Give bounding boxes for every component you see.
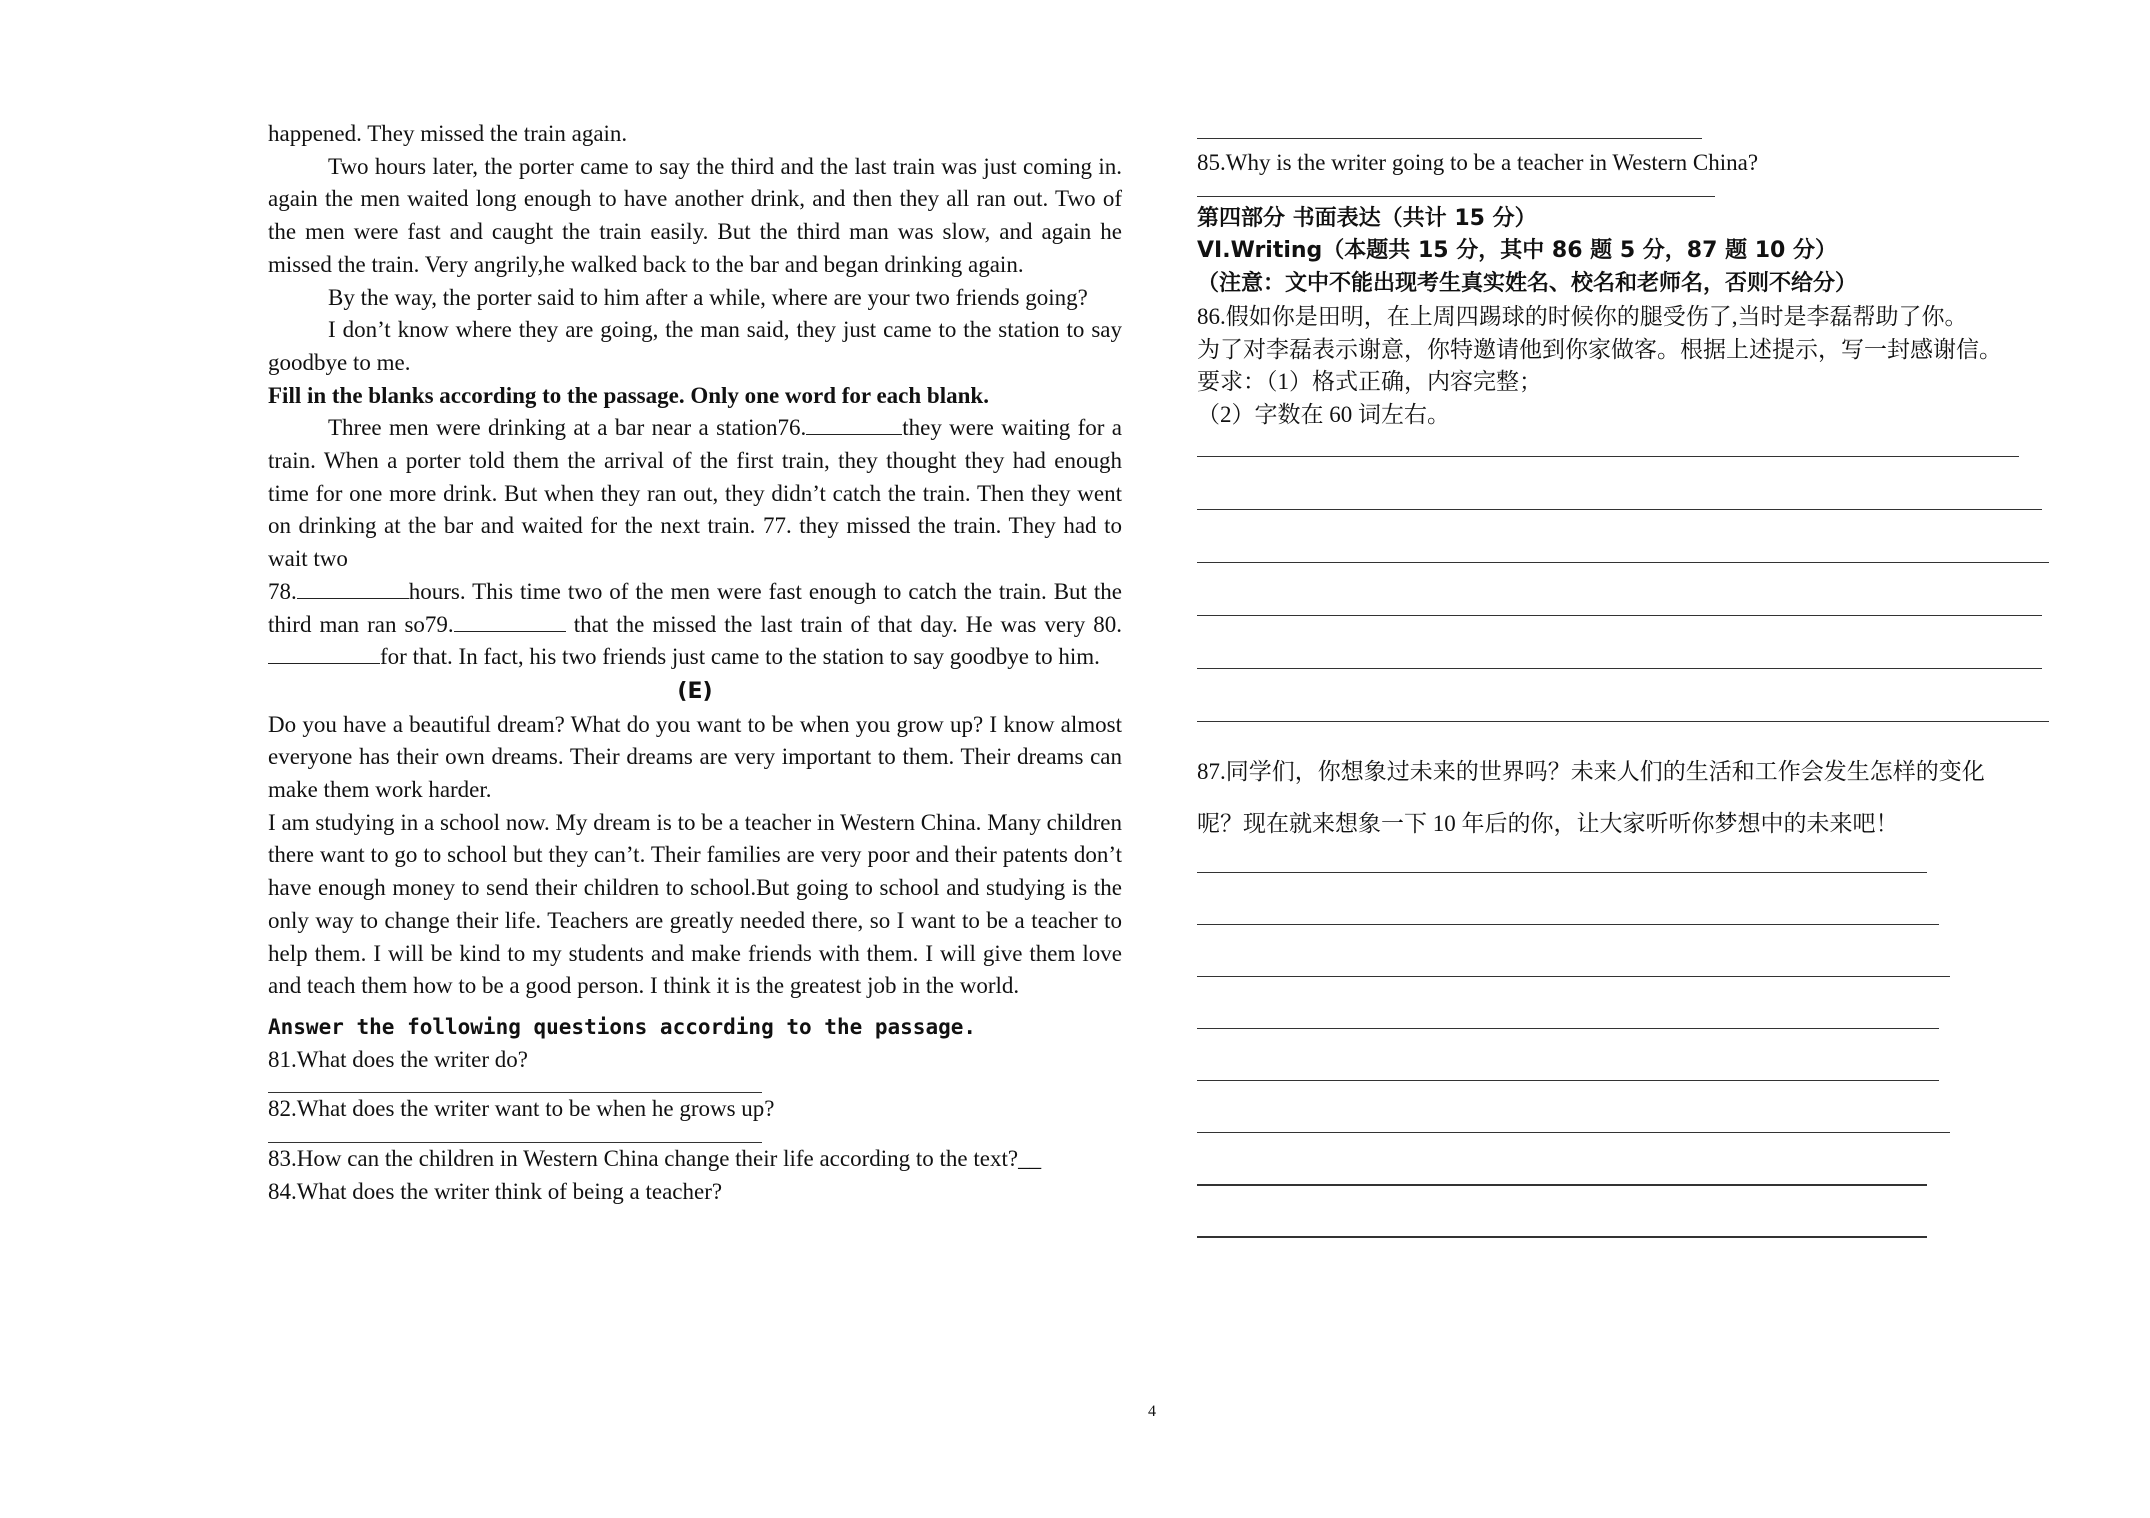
writing-line[interactable] [1197,562,2049,563]
fill-blank-paragraph: Three men were drinking at a bar near a station76. they were waiting for a train. When a porter told them the arrival of the first train, they thought they had enough time for one more drink. But when they ran out, they didn’t catch the train. Then they went on drinking at the bar and waited for the next train. 77. they missed the train. They had to wait two [268,415,1122,572]
passage-paragraph: By the way, the porter said to him after a while, where are your two friends going? [328,284,1088,310]
question-87: 87.同学们，你想象过未来的世界吗？未来人们的生活和工作会发生怎样的变化 [1197,758,1985,784]
right-column [1197,138,2055,1238]
writing-line[interactable] [1197,872,1927,873]
question-87-cont: 呢？现在就来想象一下 10 年后的你，让大家听听你梦想中的未来吧！ [1197,810,1899,836]
page-number: 4 [1148,1403,1156,1420]
blank-76[interactable] [806,416,902,435]
question-86: 86.假如你是田明，在上周四踢球的时候你的腿受伤了,当时是李磊帮助了你。 [1197,303,1968,329]
fill-blank-heading: Fill in the blanks according to the passage. Only one word for each blank. [268,382,989,408]
writing-section-title: VI.Writing（本题共 15 分，其中 86 题 5 分，87 题 10 分） [1197,238,1838,264]
section-e-title: (E) [677,678,713,704]
left-column [268,118,1122,1209]
writing-line[interactable] [1197,1028,1939,1029]
writing-line[interactable] [1197,456,2019,457]
passage-paragraph: Two hours later, the porter came to say the third and the last train was just coming in. again the men waited long enough to have another drink, and then they all ran out. Two of the men were fast and caught the train easily. But the third man was slow, and again he missed the train. Very angrily,he walked back to the bar and began drinking again. [268,153,1122,277]
passage-e-paragraph: I am studying in a school now. My dream is to be a teacher in Western China. Many children there want to go to school but they can’t. Their families are very poor and their patents don’t have enough money to send their children to school.But going to school and studying is the only way to change their life. Teachers are greatly needed there, so I want to be a teacher to help them. I will be kind to my students and make friends with them. I will give them love and teach them how to be a good person. I think it is the greatest job in the world. [268,809,1122,999]
part-four-title: 第四部分 书面表达（共计 15 分） [1197,205,1537,231]
writing-line[interactable] [1197,1132,1950,1133]
writing-lines-86 [1197,456,2055,722]
answer-line-85[interactable] [1197,196,1715,197]
question-85: 85.Why is the writer going to be a teacher in Western China? [1197,150,1759,175]
writing-line[interactable] [1197,509,2042,510]
requirement-2: （2）字数在 60 词左右。 [1197,401,1450,427]
answer-heading: Answer the following questions according to the passage. [268,1014,977,1039]
writing-lines-87 [1197,872,2055,1238]
writing-line[interactable] [1197,721,2049,722]
question-81: 81.What does the writer do? [268,1046,528,1072]
writing-line[interactable] [1197,924,1939,925]
blank-80[interactable] [268,645,380,664]
requirement-1: 要求：（1）格式正确，内容完整； [1197,369,1542,395]
writing-line[interactable] [1197,615,2042,616]
passage-e-paragraph: Do you have a beautiful dream? What do you want to be when you grow up? I know almost everyone has their own dreams. Their dreams are very important to them. Their dreams can make them work harder. [268,711,1122,803]
passage-paragraph: I don’t know where they are going, the man said, they just came to the station to say goodbye to me. [268,317,1122,375]
passage-paragraph: happened. They missed the train again. [268,121,628,146]
writing-line[interactable] [1197,1080,1939,1081]
fill-blank-paragraph-cont: 78. hours. This time two of the men were fast enough to catch the train. But the third man ran so79. that the missed the last train of that day. He was very 80.for that. In fact, his two friends just came to the station to say goodbye to him. [268,578,1122,670]
writing-line[interactable] [1197,976,1950,977]
question-82: 82.What does the writer want to be when he grows up? [268,1096,775,1122]
blank-79[interactable] [454,613,566,632]
writing-note: （注意：文中不能出现考生真实姓名、校名和老师名，否则不给分） [1197,271,1858,297]
writing-line[interactable] [1197,1236,1927,1238]
writing-line[interactable] [1197,1184,1927,1186]
question-86-cont: 为了对李磊表示谢意，你特邀请他到你家做客。根据上述提示，写一封感谢信。 [1197,336,2002,362]
writing-line[interactable] [1197,668,2042,669]
blank-78[interactable] [297,580,409,599]
question-83: 83.How can the children in Western China change their life according to the text?__ [268,1146,1042,1172]
question-84: 84.What does the writer think of being a teacher? [268,1178,723,1204]
answer-line-84[interactable] [1197,138,1702,139]
